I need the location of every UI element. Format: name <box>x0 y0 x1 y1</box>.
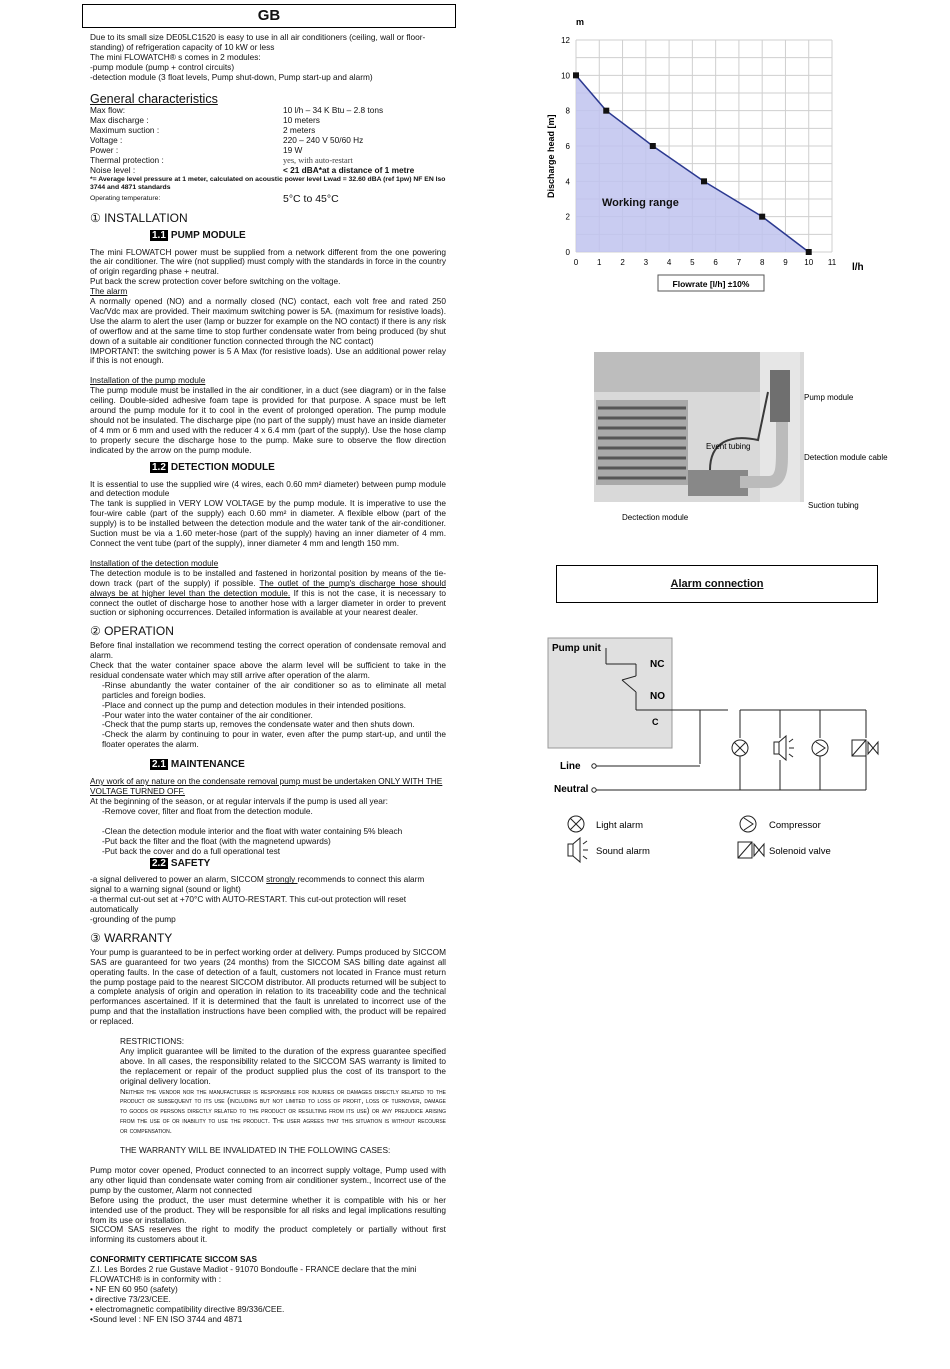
x-tick-label: 10 <box>804 258 814 267</box>
list-item: • electromagnetic compatibility directive 89/336/CEE. <box>90 1303 285 1314</box>
nc-label: NC <box>650 659 665 670</box>
paragraph: It is essential to use the supplied wire (4 wires, each 0.60 mm² diameter) between pump module and detection module <box>90 478 446 499</box>
list-item: -Check the alarm by continuing to pour in water, even after the pump start-up, and until the floater operates the alarm. <box>102 729 446 750</box>
alarm-subheading: The alarm <box>90 286 128 297</box>
paragraph: Your pump is guaranteed to be in perfect working order at delivery. Pumps produced by SICCOM SAS are guaranteed for two years (24 months) from the SICCOM SAS billing date against all operating faults. In the case of detection of a fault, customers not located in France must return the pump postage paid to the nearest SICCOM distributor. All products returned will be subject to a complete analysis of origin and operation in relation to its traceability code and the technical performances ascertained. If it is determined that the fault is unrelated to incorrect use of the pump and that the installation instructions have been complied with, the product will be repaired or replaced. <box>90 946 446 1027</box>
x-tick-label: 8 <box>759 258 765 267</box>
c-label: C <box>652 717 659 727</box>
intro-line: Due to its small size DE05LC1520 is easy to use in all air conditioners (ceiling, wall or floor-standing) of refrigeration capacity of 10 kW or less <box>90 32 426 52</box>
list-item: -Pour water into the water container of the air conditioner. <box>102 709 313 720</box>
paragraph: IMPORTANT: the switching power is 5 A Max (for resistive loads). Use an additional power relay if this is not enough. <box>90 345 446 366</box>
paragraph: Before using the product, the user must determine whether it is compatible with his or her intended use of the product. They will be responsible for all risks and legal implications resulting from its use or installation. <box>90 1194 446 1225</box>
safety-heading: 2.2 SAFETY <box>152 858 211 870</box>
x-tick-label: 1 <box>597 258 602 267</box>
data-point <box>603 108 609 114</box>
spec-row: Thermal protection : yes, with auto-restart <box>90 154 353 165</box>
paragraph: The detection module is to be installed and fastened in horizontal position by means of the tie-down track (part of the supply) if possible. The outlet of the pump's discharge hose should always be at higher level than the detection module. If this is not the case, it is necessary to connect the outlet of discharge hose to another hose with a larger diameter in order to prevent suction or siphoning occurrences. Detailed information is available at your nearest dealer. <box>90 567 446 618</box>
x-tick-label: 0 <box>573 258 579 267</box>
conformity-heading: CONFORMITY CERTIFICATE SICCOM SAS <box>90 1254 258 1265</box>
label-pump-module: Pump module <box>804 393 854 402</box>
y-tick-label: 10 <box>561 71 570 81</box>
paragraph: A normally opened (NO) and a normally closed (NC) contact, each volt free and rated 250 Vac/Vdc max are provided. Their maximum switching power is 5A. (maximum for resistive loads). Use the alarm to alert the user (lamp or buzzer for example on the NO contact) if there is any risk of owerflow and at the same time to stop further condensate water from being produced (by shut down of a suitable air conditioner function connected through the NC contact) <box>90 296 446 346</box>
paragraph: -a thermal cut-out set at +70°C with AUTO-RESTART. This cut-out protection will reset automatically <box>90 894 407 915</box>
paragraph: Z.I. Les Bordes 2 rue Gustave Madiot - 91070 Bondoufle - FRANCE declare that the mini FLOWATCH® is in conformity with : <box>90 1264 417 1285</box>
performance-chart <box>530 8 890 308</box>
compressor-icon <box>812 740 828 756</box>
list-item: -Put back the filter and the float (with the magnetend upwards) <box>102 835 331 846</box>
y-tick-label: 4 <box>565 177 570 187</box>
installation-diagram <box>590 352 910 530</box>
installation-heading: ① INSTALLATION <box>90 210 188 225</box>
solenoid-valve-icon <box>852 740 878 756</box>
restrictions-heading: RESTRICTIONS: <box>120 1036 185 1047</box>
x-axis-label: Flowrate [l/h] ±10% <box>672 279 750 289</box>
pump-unit-label: Pump unit <box>552 643 601 654</box>
label-event-tubing: Event tubing <box>706 442 751 451</box>
detection-module-shape <box>688 470 748 496</box>
list-item: -Clean the detection module interior and the float with water containing 5% bleach <box>102 825 403 836</box>
paragraph: -a signal delivered to power an alarm, SICCOM strongly recommends to connect this alarm signal to a warning signal (sound or light) <box>90 874 425 895</box>
y-axis-label: Discharge head [m] <box>546 114 556 198</box>
line-label: Line <box>560 761 581 772</box>
legend-solenoid-valve: Solenoid valve <box>769 846 831 857</box>
y-tick-label: 0 <box>565 248 570 257</box>
data-point <box>806 249 812 255</box>
alarm-wiring-diagram <box>540 630 900 870</box>
light-alarm-icon <box>732 740 748 756</box>
alarm-connection-title: Alarm connection <box>556 565 878 603</box>
paragraph: Before final installation we recommend testing the correct operation of condensate removal and alarm. <box>90 640 446 661</box>
detection-module-heading: 1.2 DETECTION MODULE <box>152 461 275 473</box>
x-tick-label: 4 <box>666 258 672 267</box>
spec-row: Operating temperature: 5°C to 45°C <box>90 192 339 205</box>
paragraph: SICCOM SAS reserves the right to modify the product completely or partially without first informing its customers about it. <box>90 1224 446 1245</box>
spec-row: Power : 19 W <box>90 145 303 156</box>
paragraph: -grounding of the pump <box>90 913 176 924</box>
no-label: NO <box>650 691 665 702</box>
x-tick-label: 11 <box>827 258 837 267</box>
neutral-label: Neutral <box>554 784 589 795</box>
y-unit-label: m <box>576 17 585 27</box>
list-item: -Place and connect up the pump and detection modules in their intended positions. <box>102 699 406 710</box>
spec-row: Voltage : 220 – 240 V 50/60 Hz <box>90 135 364 146</box>
legend-sound-alarm-icon <box>568 838 588 862</box>
data-point <box>573 72 579 78</box>
warning-text: Any work of any nature on the condensate removal pump must be undertaken ONLY WITH THE VOLTAGE TURNED OFF. <box>90 776 443 796</box>
paragraph: Put back the screw protection cover before switching on the voltage. <box>90 276 341 287</box>
list-item: •Sound level : NF EN ISO 3744 and 4871 <box>90 1313 243 1324</box>
legend-sound-alarm: Sound alarm <box>596 846 650 857</box>
maintenance-heading: 2.1 MAINTENANCE <box>152 759 245 771</box>
list-item: -Rinse abundantly the water container of the air conditioner so as to eliminate all metal particles and foreign bodies. <box>102 679 446 700</box>
x-tick-label: 6 <box>713 258 718 267</box>
spec-row: Noise level : < 21 dBA*at a distance of 1 metre <box>90 164 415 175</box>
paragraph: Check that the water container space above the alarm level will be sufficient to take in the residual condensate water which may still arrive after operation of the alarm. <box>90 660 446 680</box>
list-item: -Put back the cover and do a full operational test <box>102 845 281 856</box>
legend-light-alarm: Light alarm <box>596 820 643 831</box>
paragraph: At the beginning of the season, or at regular intervals if the pump is used all year: <box>90 795 388 806</box>
list-item: • NF EN 60 950 (safety) <box>90 1283 178 1294</box>
legend-compressor: Compressor <box>769 820 821 831</box>
pump-module-heading: 1.1 PUMP MODULE <box>152 229 246 241</box>
data-point <box>701 178 707 184</box>
x-tick-label: 7 <box>736 258 742 267</box>
x-tick-label: 3 <box>643 258 649 267</box>
paragraph: Neither the vendor nor the manufacturer is responsible for injuries or damages directly related to the product or subsequent to its use (including but not limited to loss of profit, loss of turnover, damage to goods or persons directly related to the product or resulting from its use) or any prejudice arising from the use of or inability to use the product. The user agrees that this situation is without recourse or compensation. <box>120 1086 446 1136</box>
data-point <box>759 214 765 220</box>
working-range-annotation: Working range <box>602 197 679 209</box>
invalidation-heading: THE WARRANTY WILL BE INVALIDATED IN THE FOLLOWING CASES: <box>120 1145 391 1156</box>
paragraph: The mini FLOWATCH power must be supplied from a network different from the one powering the air conditioner. The wire (not supplied) must comply with the standards in force in the country of origin regarding phase + neutral. <box>90 246 446 277</box>
list-item: • directive 73/23/CEE. <box>90 1293 171 1304</box>
page-title: GB <box>82 4 456 28</box>
y-tick-label: 2 <box>565 212 570 222</box>
noise-footnote: *= Average level pressure at 1 meter, calculated on acoustic power level Lwad = 32.60 dBA (ref 1pw) NF EN Iso 3744 and 4871 standards <box>90 175 446 191</box>
sound-alarm-icon <box>774 736 794 760</box>
y-tick-label: 12 <box>561 36 570 45</box>
general-characteristics-heading: General characteristics <box>90 91 218 106</box>
operation-heading: ② OPERATION <box>90 624 174 639</box>
x-tick-label: 9 <box>783 258 788 267</box>
subheading: Installation of the pump module <box>90 375 206 386</box>
warranty-heading: ③ WARRANTY <box>90 930 173 945</box>
subheading: Installation of the detection module <box>90 557 219 568</box>
pump-module-shape <box>770 370 790 422</box>
list-item: -Check that the pump starts up, removes the condensate water and then shuts down. <box>102 719 415 730</box>
paragraph: Pump motor cover opened, Product connected to an incorrect supply voltage, Pump used with any other liquid than condensate water coming from air conditioner system., Incorrect use of the pump by the customer, Alarm not connected <box>90 1165 446 1195</box>
y-tick-label: 8 <box>565 106 570 116</box>
intro-line: -detection module (3 float levels, Pump shut-down, Pump start-up and alarm) <box>90 71 373 82</box>
x-unit-label: l/h <box>852 262 864 273</box>
label-detection-module: Dectection module <box>622 513 689 522</box>
air-conditioner-vents <box>596 400 688 485</box>
intro-line: The mini FLOWATCH® s comes in 2 modules: <box>90 51 261 62</box>
spec-row: Max discharge : 10 meters <box>90 115 320 126</box>
paragraph: The tank is supplied in VERY LOW VOLTAGE by the pump module. It is imperative to use the four-wire cable (part of the supply) each 0.60 mm² in diameter. A flexible elbow (part of the supply) is to be installed between the detection module and the water tank of the air-conditioner. Suction must be via a 1.60 meter-hose (part of the supply) having an inner diameter of 4 mm. Connect the vent tube (part of the supply), inner diameter 4 mm and length 150 mm. <box>90 498 446 548</box>
legend-solenoid-valve-icon <box>738 842 764 858</box>
paragraph: The pump module must be installed in the air conditioner, in a duct (see diagram) or in the false ceiling. Double-sided adhesive foam tape is provided for that purpose. A space must be left around the pump module for it to cool in the event of prolonged operation. The pump module should not be insulated. The discharge pipe (no part of the supply) must have an inside diameter of 4 mm or 6 mm and used with the reducer 4 x 6.4 mm (part of the supply). Use the hose clamp to properly secure the discharge hose to the pump. Make sure to observe the flow direction indicated by the arrow on the pump module. <box>90 385 446 455</box>
label-suction-tubing: Suction tubing <box>808 501 859 510</box>
spec-row: Max flow: 10 l/h – 34 K Btu – 2.8 tons <box>90 105 384 116</box>
paragraph: Any implicit guarantee will be limited to the duration of the express guarantee specified above. In all cases, the responsibility related to the SICCOM SAS warranty is limited to the replacement or repair of the product supplied plus the cost of its transport to the original delivery location. <box>120 1045 446 1086</box>
x-tick-label: 5 <box>690 258 695 267</box>
y-tick-label: 6 <box>565 142 570 151</box>
data-point <box>650 143 656 149</box>
legend <box>568 816 831 862</box>
left-column <box>90 33 446 1325</box>
list-item: -Remove cover, filter and float from the detection module. <box>102 805 313 816</box>
x-tick-label: 2 <box>620 258 625 267</box>
spec-row: Maximum suction : 2 meters <box>90 125 316 136</box>
intro-line: -pump module (pump + control circuits) <box>90 61 235 72</box>
label-detection-cable: Detection module cable <box>804 453 888 462</box>
